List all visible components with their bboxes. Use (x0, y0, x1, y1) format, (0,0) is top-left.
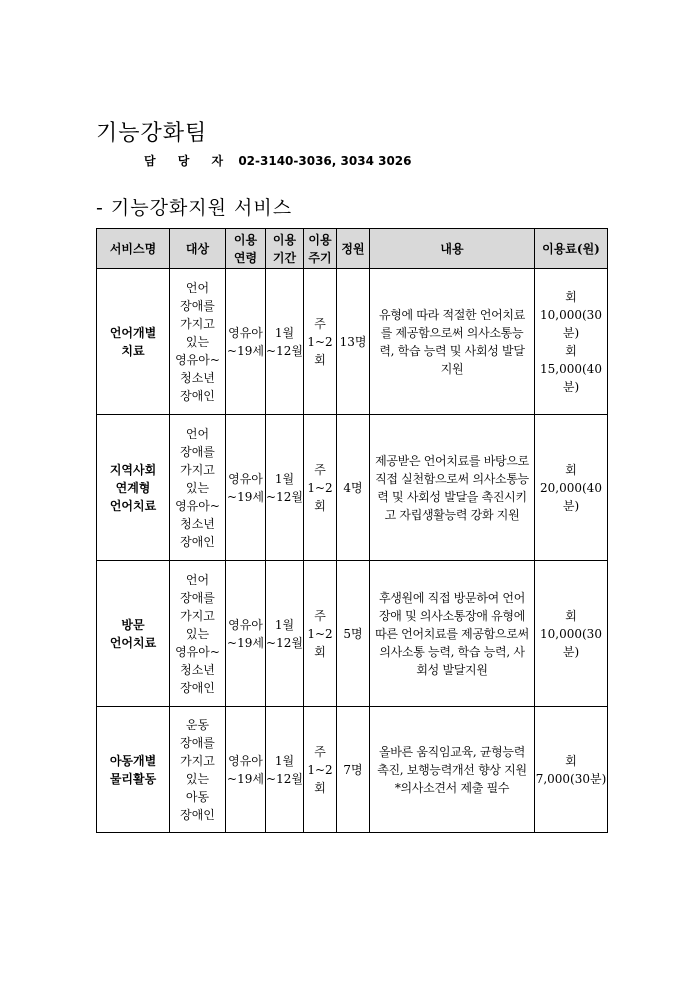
cell-service-name (97, 707, 170, 833)
text-line: 따른 언어치료를 제공함으로써 (375, 626, 529, 641)
text-line: 주 (314, 608, 326, 623)
text-line: 회 (565, 753, 577, 768)
text-line: 영유아~ (175, 352, 220, 367)
text-line: 1~2회 (307, 762, 333, 795)
text-line: 있는 (185, 771, 210, 786)
section-heading: - 기능강화지원 서비스 (96, 197, 293, 219)
text-line: 1~2회 (307, 334, 333, 367)
text-line: 10,000(30분) (540, 626, 602, 659)
text-line: 영유아~ (175, 644, 220, 659)
header-fee: 이용료(원) (535, 229, 608, 269)
contact-label: 담 당 자 (144, 154, 233, 168)
text-line: ~12월 (266, 489, 303, 504)
header-capacity: 정원 (337, 229, 370, 269)
header-cycle-line2: 주기 (308, 250, 332, 265)
text-line: 1~2회 (307, 480, 333, 513)
cell-age (226, 561, 266, 707)
cell-fee (535, 561, 608, 707)
table-header-row (97, 229, 608, 269)
table-row (97, 269, 608, 415)
text-line: 장애를 (180, 590, 215, 605)
cell-period (266, 269, 304, 415)
text-line: 지역사회 (109, 462, 157, 477)
cell-target (170, 415, 226, 561)
cell-age (226, 415, 266, 561)
text-line: 1월 (274, 471, 295, 486)
text-line: 유형에 따라 적절한 언어치료 (378, 307, 526, 322)
cell-content (370, 415, 535, 561)
text-line: 력, 학습 능력 및 사회성 발달 (379, 343, 525, 358)
text-line: 방문 (121, 617, 145, 632)
text-line: 회 (565, 343, 577, 358)
text-line: ~12월 (266, 771, 303, 786)
service-table (96, 228, 608, 833)
cell-service-name (97, 561, 170, 707)
cell-capacity: 7명 (337, 707, 370, 833)
cell-capacity: 13명 (337, 269, 370, 415)
text-line: 장애 및 의사소통장애 유형에 (378, 608, 526, 623)
cell-fee (535, 415, 608, 561)
text-line: 올바른 움직임교육, 균형능력 (378, 744, 526, 759)
text-line: 의사소통 능력, 학습 능력, 사 (379, 644, 525, 659)
text-line: ~12월 (266, 635, 303, 650)
text-line: 언어 (185, 572, 210, 587)
text-line: 1월 (274, 753, 295, 768)
text-line: 가지고 (180, 753, 215, 768)
header-period-line2: 기간 (272, 250, 297, 265)
text-line: 회 (565, 289, 577, 304)
page-title: 기능강화팀 (96, 121, 208, 146)
text-line: 후생원에 직접 방문하여 언어 (378, 590, 526, 605)
cell-cycle (304, 707, 337, 833)
cell-capacity: 5명 (337, 561, 370, 707)
text-line: ~19세 (227, 771, 264, 786)
header-age (226, 229, 266, 269)
text-line: 20,000(40분) (540, 480, 602, 513)
header-content: 내용 (370, 229, 535, 269)
text-line: 영유아 (228, 325, 263, 340)
text-line: 회성 발달지원 (416, 662, 488, 677)
text-line: 언어치료 (109, 498, 157, 513)
table-row (97, 707, 608, 833)
text-line: 연계형 (115, 480, 151, 495)
text-line: 15,000(40분) (540, 361, 602, 394)
text-line: 1~2회 (307, 626, 333, 659)
text-line: 언어 (185, 426, 210, 441)
cell-fee (535, 707, 608, 833)
text-line: 장애인 (180, 680, 215, 695)
text-line: 언어치료 (109, 635, 157, 650)
contact-phone: 02-3140-3036, 3034 3026 (238, 154, 412, 168)
header-cycle (304, 229, 337, 269)
text-line: 치료 (121, 343, 145, 358)
text-line: 영유아~ (175, 498, 220, 513)
text-line: 있는 (185, 626, 210, 641)
cell-cycle (304, 415, 337, 561)
text-line: 청소년 (180, 662, 215, 677)
text-line: 있는 (185, 334, 210, 349)
text-line: 장애를 (180, 298, 215, 313)
text-line: 청소년 (180, 516, 215, 531)
text-line: 장애를 (180, 735, 215, 750)
text-line: 장애인 (180, 534, 215, 549)
text-line: 회 (565, 608, 577, 623)
cell-service-name (97, 269, 170, 415)
text-line: 를 제공함으로써 의사소통능 (380, 325, 524, 340)
text-line: ~12월 (266, 343, 303, 358)
text-line: 가지고 (180, 316, 215, 331)
text-line: 회 (565, 462, 577, 477)
text-line: 장애를 (180, 444, 215, 459)
text-line: 물리활동 (109, 771, 157, 786)
text-line: 력 및 사회성 발달을 촉진시키 (377, 489, 527, 504)
cell-fee (535, 269, 608, 415)
text-line: ~19세 (227, 635, 264, 650)
text-line: 청소년 (180, 370, 215, 385)
header-age-line2: 연령 (233, 250, 258, 265)
cell-period (266, 707, 304, 833)
text-line: *의사소견서 제출 필수 (394, 780, 510, 795)
text-line: 주 (314, 316, 326, 331)
text-line: 지원 (440, 361, 464, 376)
text-line: 영유아 (228, 617, 263, 632)
cell-period (266, 415, 304, 561)
cell-age (226, 707, 266, 833)
cell-capacity: 4명 (337, 415, 370, 561)
cell-target (170, 269, 226, 415)
contact-line (144, 152, 412, 169)
cell-target (170, 561, 226, 707)
text-line: 영유아 (228, 753, 263, 768)
cell-service-name (97, 415, 170, 561)
text-line: 장애인 (180, 388, 215, 403)
text-line: 언어 (185, 280, 210, 295)
text-line: 영유아 (228, 471, 263, 486)
text-line: 장애인 (180, 807, 215, 822)
text-line: 가지고 (180, 462, 215, 477)
header-service-name: 서비스명 (97, 229, 170, 269)
cell-content (370, 561, 535, 707)
text-line: 제공받은 언어치료를 바탕으로 (375, 453, 529, 468)
text-line: 주 (314, 744, 326, 759)
text-line: 운동 (185, 717, 210, 732)
text-line: 촉진, 보행능력개선 향상 지원 (377, 762, 527, 777)
cell-age (226, 269, 266, 415)
cell-target (170, 707, 226, 833)
text-line: 직접 실천함으로써 의사소통능 (375, 471, 529, 486)
table-row (97, 561, 608, 707)
cell-cycle (304, 561, 337, 707)
cell-content (370, 707, 535, 833)
header-period-line1: 이용 (272, 232, 297, 247)
text-line: 아동개별 (109, 753, 157, 768)
text-line: 언어개별 (109, 325, 157, 340)
text-line: 고 자립생활능력 강화 지원 (384, 507, 520, 522)
text-line: ~19세 (227, 343, 264, 358)
cell-content (370, 269, 535, 415)
text-line: 주 (314, 462, 326, 477)
table-row (97, 415, 608, 561)
header-period (266, 229, 304, 269)
header-age-line1: 이용 (233, 232, 258, 247)
text-line: 1월 (274, 617, 295, 632)
text-line: 1월 (274, 325, 295, 340)
header-cycle-line1: 이용 (308, 232, 332, 247)
text-line: 아동 (185, 789, 210, 804)
header-target: 대상 (170, 229, 226, 269)
text-line: 7,000(30분) (535, 771, 607, 786)
text-line: 10,000(30분) (540, 307, 602, 340)
text-line: ~19세 (227, 489, 264, 504)
text-line: 있는 (185, 480, 210, 495)
cell-cycle (304, 269, 337, 415)
text-line: 가지고 (180, 608, 215, 623)
cell-period (266, 561, 304, 707)
